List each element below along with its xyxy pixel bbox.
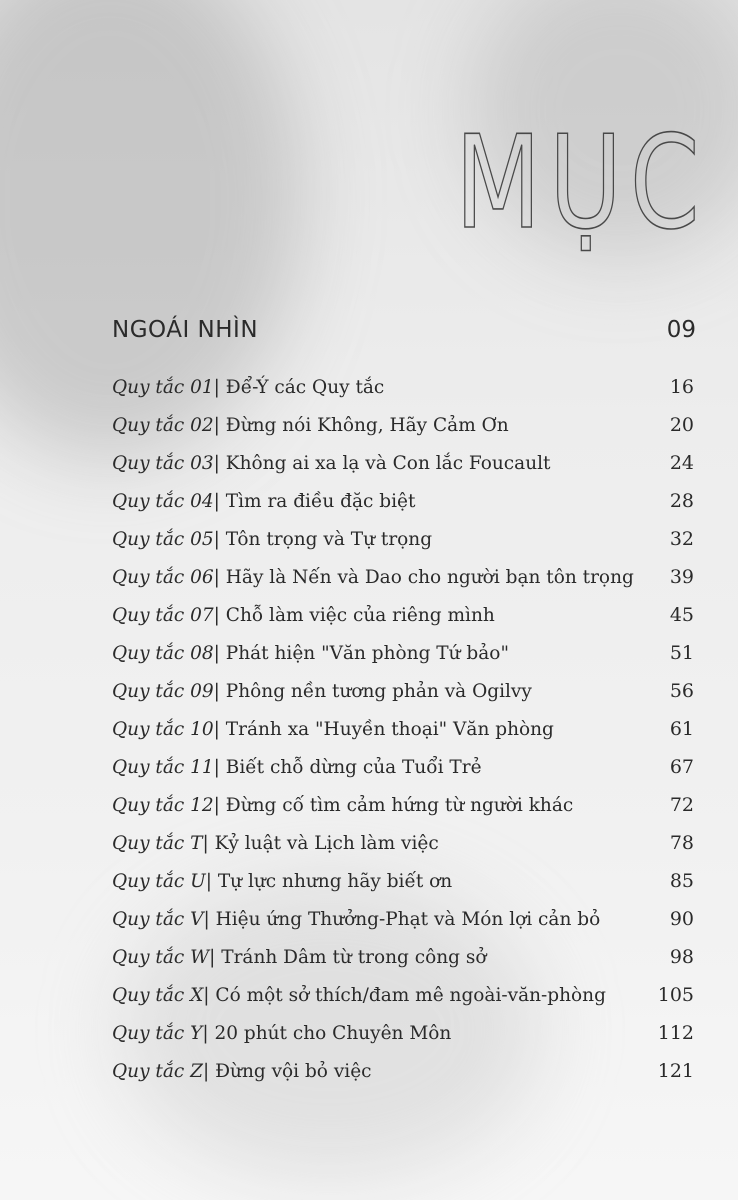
entry-title: | Để-Ý các Quy tắc (213, 376, 385, 398)
entry-rule: Quy tắc X (112, 984, 204, 1006)
entry-rule: Quy tắc 03 (112, 452, 214, 474)
toc-entry (112, 712, 694, 746)
entry-title: | Có một sở thích/đam mê ngoài-văn-phòng (203, 984, 606, 1006)
entry-title: | Đừng nói Không, Hãy Cảm Ơn (213, 414, 509, 436)
toc-entry (112, 560, 694, 594)
entry-title: | Hãy là Nến và Dao cho người bạn tôn trọng (213, 566, 634, 588)
entry-rule: Quy tắc 12 (112, 794, 214, 816)
entry-title: | Hiệu ứng Thưởng-Phạt và Món lợi cản bỏ (203, 908, 601, 930)
entry-page-number: 67 (669, 756, 694, 778)
toc-entry (112, 788, 694, 822)
entry-title: | Phông nền tương phản và Ogilvy (213, 680, 532, 702)
toc-entry (112, 408, 694, 442)
entry-rule: Quy tắc U (112, 870, 206, 892)
entry-title: | Phát hiện "Văn phòng Tứ bảo" (213, 642, 509, 664)
entry-rule: Quy tắc T (112, 832, 203, 854)
toc-entry (112, 940, 694, 974)
entry-rule: Quy tắc 05 (112, 528, 214, 550)
entry-page-number: 72 (669, 794, 694, 816)
entry-title: | Tôn trọng và Tự trọng (213, 528, 433, 550)
entry-rule: Quy tắc Z (112, 1060, 203, 1082)
entry-title: | Tránh xa "Huyền thoại" Văn phòng (213, 718, 554, 740)
entry-page-number: 45 (669, 604, 694, 626)
entry-rule: Quy tắc 10 (112, 718, 214, 740)
toc-entry (112, 864, 694, 898)
entry-title: | Chỗ làm việc của riêng mình (213, 604, 495, 626)
toc-entry (112, 1054, 694, 1088)
entry-page-number: 112 (657, 1022, 694, 1044)
toc-entry (112, 1016, 694, 1050)
toc-entry (112, 446, 694, 480)
entry-page-number: 56 (669, 680, 694, 702)
entry-page-number: 39 (669, 566, 694, 588)
entry-page-number: 121 (657, 1060, 694, 1082)
entry-title: | Kỷ luật và Lịch làm việc (202, 832, 439, 854)
section-page-number: 09 (666, 317, 696, 343)
entry-rule: Quy tắc 04 (112, 490, 214, 512)
entry-rule: Quy tắc V (112, 908, 204, 930)
toc-entry (112, 484, 694, 518)
toc-entry (112, 522, 694, 556)
entry-rule: Quy tắc 11 (112, 756, 214, 778)
entry-rule: Quy tắc 09 (112, 680, 214, 702)
entry-title: | Không ai xa lạ và Con lắc Foucault (213, 452, 551, 474)
entry-rule: Quy tắc Y (112, 1022, 203, 1044)
entry-rule: Quy tắc 08 (112, 642, 214, 664)
entry-title: | Đừng cố tìm cảm hứng từ người khác (213, 794, 574, 816)
entry-title: | Tìm ra điều đặc biệt (213, 490, 416, 512)
entry-page-number: 105 (657, 984, 694, 1006)
entry-page-number: 78 (669, 832, 694, 854)
entry-rule: Quy tắc 01 (112, 376, 214, 398)
page-title: MỤC (455, 109, 708, 258)
entry-page-number: 90 (669, 908, 694, 930)
entry-rule: Quy tắc W (112, 946, 210, 968)
toc-entry (112, 902, 694, 936)
section-heading (112, 310, 696, 350)
entry-title: | Tự lực nhưng hãy biết ơn (205, 870, 453, 892)
toc-entry (112, 826, 694, 860)
toc-entry (112, 674, 694, 708)
toc-entry (112, 370, 694, 404)
toc-entry (112, 636, 694, 670)
toc-entry (112, 598, 694, 632)
entry-rule: Quy tắc 06 (112, 566, 214, 588)
entry-page-number: 20 (669, 414, 694, 436)
entry-page-number: 16 (669, 376, 694, 398)
entry-title: | Biết chỗ dừng của Tuổi Trẻ (213, 756, 482, 778)
entry-title: | Đừng vội bỏ việc (202, 1060, 372, 1082)
entry-rule: Quy tắc 07 (112, 604, 214, 626)
entry-rule: Quy tắc 02 (112, 414, 214, 436)
entry-page-number: 24 (669, 452, 694, 474)
entry-page-number: 28 (669, 490, 694, 512)
entry-page-number: 61 (669, 718, 694, 740)
toc-entry (112, 978, 694, 1012)
entry-page-number: 98 (669, 946, 694, 968)
entry-page-number: 32 (669, 528, 694, 550)
entry-title: | Tránh Dâm từ trong công sở (209, 946, 487, 968)
toc-entry (112, 750, 694, 784)
entry-page-number: 51 (669, 642, 694, 664)
entry-page-number: 85 (669, 870, 694, 892)
section-label: NGOÁI NHÌN (112, 317, 259, 343)
entry-title: | 20 phút cho Chuyên Môn (202, 1022, 452, 1044)
